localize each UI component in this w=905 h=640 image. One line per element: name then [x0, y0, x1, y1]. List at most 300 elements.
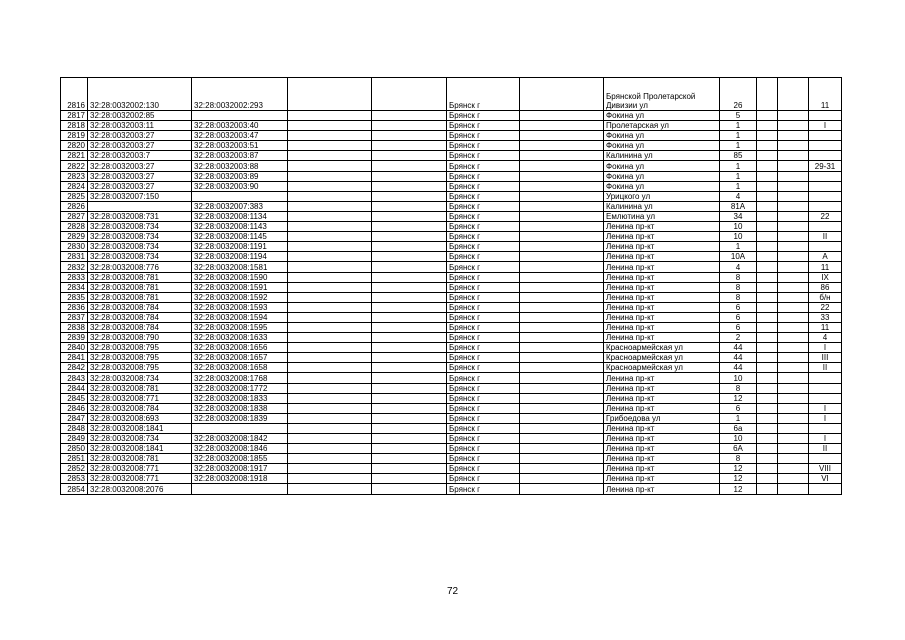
city-cell: Брянск г [447, 171, 520, 181]
empty-cell [288, 191, 372, 201]
cadastral-number-2-cell: 32:28:0032008:1658 [192, 363, 288, 373]
row-number-cell: 2824 [61, 181, 88, 191]
table-row [61, 353, 842, 363]
empty-cell [372, 474, 447, 484]
empty-cell [520, 383, 604, 393]
house-number-cell: 34 [720, 211, 757, 221]
cadastral-number-2-cell: 32:28:0032008:1838 [192, 403, 288, 413]
house-number-cell: 6 [720, 403, 757, 413]
empty-cell [372, 302, 447, 312]
empty-cell [288, 272, 372, 282]
empty-cell [372, 292, 447, 302]
street-cell: Ленина пр-кт [604, 464, 720, 474]
cadastral-number-cell: 32:28:0032002:85 [88, 111, 192, 121]
cadastral-number-2-cell: 32:28:0032008:1194 [192, 252, 288, 262]
street-cell: Пролетарская ул [604, 121, 720, 131]
cadastral-number-cell: 32:28:0032003:27 [88, 141, 192, 151]
house-number-cell: 8 [720, 383, 757, 393]
empty-cell [520, 312, 604, 322]
street-cell: Брянской Пролетарской Дивизии ул [604, 78, 720, 111]
row-number-cell: 2836 [61, 302, 88, 312]
cadastral-number-2-cell: 32:28:0032008:1191 [192, 242, 288, 252]
street-cell: Ленина пр-кт [604, 434, 720, 444]
premises-number-cell [809, 131, 842, 141]
empty-cell [288, 181, 372, 191]
city-cell: Брянск г [447, 322, 520, 332]
street-cell: Ленина пр-кт [604, 373, 720, 383]
house-number-cell: 6 [720, 322, 757, 332]
empty-cell [520, 272, 604, 282]
city-cell: Брянск г [447, 111, 520, 121]
empty-cell [778, 181, 809, 191]
empty-cell [372, 242, 447, 252]
table-row [61, 343, 842, 353]
row-number-cell: 2817 [61, 111, 88, 121]
row-number-cell: 2845 [61, 393, 88, 403]
empty-cell [757, 141, 778, 151]
table-row [61, 211, 842, 221]
empty-cell [757, 322, 778, 332]
empty-cell [520, 171, 604, 181]
empty-cell [757, 282, 778, 292]
table-row [61, 484, 842, 494]
house-number-cell: 44 [720, 363, 757, 373]
row-number-cell: 2832 [61, 262, 88, 272]
cadastral-number-cell: 32:28:0032008:781 [88, 454, 192, 464]
empty-cell [520, 322, 604, 332]
premises-number-cell: I [809, 413, 842, 423]
empty-cell [778, 343, 809, 353]
empty-cell [778, 444, 809, 454]
empty-cell [288, 363, 372, 373]
house-number-cell: 10А [720, 252, 757, 262]
table-row [61, 413, 842, 423]
city-cell: Брянск г [447, 141, 520, 151]
cadastral-number-cell: 32:28:0032008:734 [88, 373, 192, 383]
empty-cell [520, 484, 604, 494]
empty-cell [778, 474, 809, 484]
row-number-cell: 2843 [61, 373, 88, 383]
premises-number-cell: 11 [809, 262, 842, 272]
cadastral-number-2-cell: 32:28:0032008:1656 [192, 343, 288, 353]
street-cell: Фокина ул [604, 161, 720, 171]
empty-cell [757, 373, 778, 383]
row-number-cell: 2846 [61, 403, 88, 413]
table-row [61, 191, 842, 201]
empty-cell [520, 161, 604, 171]
empty-cell [372, 222, 447, 232]
empty-cell [778, 191, 809, 201]
empty-cell [288, 242, 372, 252]
premises-number-cell [809, 484, 842, 494]
empty-cell [520, 191, 604, 201]
house-number-cell: 10 [720, 373, 757, 383]
empty-cell [288, 222, 372, 232]
table-row [61, 78, 842, 111]
empty-cell [520, 343, 604, 353]
empty-cell [372, 141, 447, 151]
cadastral-number-cell: 32:28:0032008:781 [88, 292, 192, 302]
city-cell: Брянск г [447, 474, 520, 484]
premises-number-cell [809, 423, 842, 433]
empty-cell [288, 353, 372, 363]
premises-number-cell [809, 191, 842, 201]
city-cell: Брянск г [447, 161, 520, 171]
empty-cell [288, 454, 372, 464]
street-cell: Фокина ул [604, 111, 720, 121]
empty-cell [372, 413, 447, 423]
cadastral-number-2-cell: 32:28:0032008:1134 [192, 211, 288, 221]
house-number-cell: 44 [720, 343, 757, 353]
premises-number-cell: I [809, 121, 842, 131]
city-cell: Брянск г [447, 312, 520, 322]
empty-cell [372, 373, 447, 383]
street-cell: Ленина пр-кт [604, 393, 720, 403]
empty-cell [372, 333, 447, 343]
cadastral-number-cell: 32:28:0032008:784 [88, 312, 192, 322]
cadastral-number-cell: 32:28:0032003:27 [88, 161, 192, 171]
row-number-cell: 2852 [61, 464, 88, 474]
empty-cell [520, 373, 604, 383]
empty-cell [520, 292, 604, 302]
cadastral-number-2-cell: 32:28:0032007:383 [192, 201, 288, 211]
empty-cell [288, 111, 372, 121]
house-number-cell: 26 [720, 78, 757, 111]
cadastral-number-2-cell [192, 111, 288, 121]
empty-cell [372, 363, 447, 373]
empty-cell [757, 151, 778, 161]
cadastral-number-cell: 32:28:0032008:795 [88, 353, 192, 363]
cadastral-number-cell: 32:28:0032008:731 [88, 211, 192, 221]
empty-cell [288, 403, 372, 413]
empty-cell [372, 423, 447, 433]
empty-cell [520, 363, 604, 373]
empty-cell [372, 272, 447, 282]
empty-cell [520, 131, 604, 141]
empty-cell [757, 434, 778, 444]
empty-cell [520, 252, 604, 262]
street-cell: Урицкого ул [604, 191, 720, 201]
cadastral-number-2-cell: 32:28:0032008:1839 [192, 413, 288, 423]
empty-cell [372, 232, 447, 242]
empty-cell [372, 434, 447, 444]
empty-cell [778, 383, 809, 393]
cadastral-number-2-cell: 32:28:0032008:1772 [192, 383, 288, 393]
house-number-cell: 6А [720, 444, 757, 454]
street-cell: Ленина пр-кт [604, 454, 720, 464]
cadastral-number-cell: 32:28:0032008:776 [88, 262, 192, 272]
table-row [61, 161, 842, 171]
empty-cell [520, 423, 604, 433]
premises-number-cell: III [809, 353, 842, 363]
empty-cell [757, 201, 778, 211]
row-number-cell: 2851 [61, 454, 88, 464]
city-cell: Брянск г [447, 201, 520, 211]
empty-cell [778, 131, 809, 141]
row-number-cell: 2831 [61, 252, 88, 262]
empty-cell [520, 78, 604, 111]
street-cell: Ленина пр-кт [604, 474, 720, 484]
empty-cell [778, 363, 809, 373]
cadastral-number-2-cell: 32:28:0032003:90 [192, 181, 288, 191]
empty-cell [757, 363, 778, 373]
empty-cell [757, 232, 778, 242]
street-cell: Ленина пр-кт [604, 272, 720, 282]
empty-cell [757, 312, 778, 322]
empty-cell [372, 444, 447, 454]
premises-number-cell [809, 373, 842, 383]
empty-cell [778, 151, 809, 161]
empty-cell [372, 262, 447, 272]
city-cell: Брянск г [447, 131, 520, 141]
empty-cell [757, 474, 778, 484]
street-cell: Ленина пр-кт [604, 484, 720, 494]
street-cell: Фокина ул [604, 171, 720, 181]
cadastral-number-cell: 32:28:0032008:784 [88, 302, 192, 312]
city-cell: Брянск г [447, 302, 520, 312]
cadastral-number-cell: 32:28:0032008:781 [88, 383, 192, 393]
street-cell: Ленина пр-кт [604, 282, 720, 292]
table-row [61, 464, 842, 474]
city-cell: Брянск г [447, 434, 520, 444]
street-cell: Ленина пр-кт [604, 333, 720, 343]
empty-cell [757, 222, 778, 232]
city-cell: Брянск г [447, 444, 520, 454]
empty-cell [778, 282, 809, 292]
cadastral-number-2-cell: 32:28:0032003:40 [192, 121, 288, 131]
city-cell: Брянск г [447, 353, 520, 363]
empty-cell [520, 232, 604, 242]
city-cell: Брянск г [447, 232, 520, 242]
row-number-cell: 2853 [61, 474, 88, 484]
table-row [61, 322, 842, 332]
street-cell: Ленина пр-кт [604, 242, 720, 252]
empty-cell [757, 393, 778, 403]
empty-cell [520, 333, 604, 343]
city-cell: Брянск г [447, 403, 520, 413]
empty-cell [778, 302, 809, 312]
street-cell: Ленина пр-кт [604, 403, 720, 413]
cadastral-number-2-cell: 32:28:0032008:1143 [192, 222, 288, 232]
empty-cell [372, 161, 447, 171]
cadastral-number-2-cell: 32:28:0032002:293 [192, 78, 288, 111]
empty-cell [520, 222, 604, 232]
premises-number-cell: 11 [809, 322, 842, 332]
cadastral-number-2-cell: 32:28:0032008:1633 [192, 333, 288, 343]
empty-cell [778, 464, 809, 474]
cadastral-number-cell: 32:28:0032008:771 [88, 393, 192, 403]
cadastral-number-cell: 32:28:0032008:734 [88, 434, 192, 444]
empty-cell [372, 383, 447, 393]
empty-cell [372, 181, 447, 191]
row-number-cell: 2816 [61, 78, 88, 111]
empty-cell [757, 353, 778, 363]
premises-number-cell [809, 111, 842, 121]
cadastral-number-2-cell: 32:28:0032003:51 [192, 141, 288, 151]
empty-cell [778, 484, 809, 494]
cadastral-number-cell: 32:28:0032008:734 [88, 242, 192, 252]
empty-cell [778, 141, 809, 151]
house-number-cell: 8 [720, 282, 757, 292]
city-cell: Брянск г [447, 363, 520, 373]
row-number-cell: 2826 [61, 201, 88, 211]
empty-cell [757, 211, 778, 221]
empty-cell [288, 484, 372, 494]
empty-cell [757, 423, 778, 433]
table-row [61, 403, 842, 413]
empty-cell [288, 343, 372, 353]
empty-cell [778, 201, 809, 211]
row-number-cell: 2829 [61, 232, 88, 242]
empty-cell [778, 78, 809, 111]
empty-cell [757, 242, 778, 252]
cadastral-number-cell: 32:28:0032008:2076 [88, 484, 192, 494]
empty-cell [372, 312, 447, 322]
house-number-cell: 8 [720, 272, 757, 282]
empty-cell [372, 78, 447, 111]
table-row [61, 272, 842, 282]
empty-cell [757, 302, 778, 312]
premises-number-cell: 33 [809, 312, 842, 322]
city-cell: Брянск г [447, 373, 520, 383]
empty-cell [757, 272, 778, 282]
cadastral-number-cell: 32:28:0032008:795 [88, 363, 192, 373]
table-row [61, 363, 842, 373]
premises-number-cell [809, 151, 842, 161]
registry-table [60, 77, 842, 495]
city-cell: Брянск г [447, 423, 520, 433]
empty-cell [520, 413, 604, 423]
premises-number-cell [809, 201, 842, 211]
city-cell: Брянск г [447, 191, 520, 201]
cadastral-number-2-cell: 32:28:0032008:1593 [192, 302, 288, 312]
row-number-cell: 2840 [61, 343, 88, 353]
street-cell: Фокина ул [604, 131, 720, 141]
empty-cell [778, 393, 809, 403]
empty-cell [520, 262, 604, 272]
cadastral-number-cell: 32:28:0032008:781 [88, 272, 192, 282]
empty-cell [778, 413, 809, 423]
empty-cell [778, 454, 809, 464]
empty-cell [520, 353, 604, 363]
row-number-cell: 2825 [61, 191, 88, 201]
cadastral-number-cell: 32:28:0032007:150 [88, 191, 192, 201]
cadastral-number-2-cell [192, 484, 288, 494]
house-number-cell: 1 [720, 121, 757, 131]
empty-cell [778, 333, 809, 343]
house-number-cell: 8 [720, 292, 757, 302]
cadastral-number-cell: 32:28:0032008:790 [88, 333, 192, 343]
table-row [61, 423, 842, 433]
empty-cell [778, 434, 809, 444]
city-cell: Брянск г [447, 484, 520, 494]
house-number-cell: 12 [720, 474, 757, 484]
empty-cell [778, 111, 809, 121]
street-cell: Красноармейская ул [604, 363, 720, 373]
cadastral-number-cell: 32:28:0032002:130 [88, 78, 192, 111]
row-number-cell: 2822 [61, 161, 88, 171]
empty-cell [778, 242, 809, 252]
empty-cell [520, 434, 604, 444]
cadastral-number-cell: 32:28:0032008:771 [88, 464, 192, 474]
table-row [61, 121, 842, 131]
empty-cell [520, 282, 604, 292]
empty-cell [288, 282, 372, 292]
house-number-cell: 81А [720, 201, 757, 211]
empty-cell [520, 444, 604, 454]
house-number-cell: 85 [720, 151, 757, 161]
empty-cell [778, 322, 809, 332]
house-number-cell: 1 [720, 131, 757, 141]
house-number-cell: 4 [720, 191, 757, 201]
page-number: 72 [446, 586, 459, 597]
premises-number-cell: 4 [809, 333, 842, 343]
cadastral-number-2-cell: 32:28:0032008:1145 [192, 232, 288, 242]
empty-cell [520, 464, 604, 474]
row-number-cell: 2835 [61, 292, 88, 302]
cadastral-number-2-cell: 32:28:0032003:47 [192, 131, 288, 141]
table-row [61, 141, 842, 151]
empty-cell [520, 242, 604, 252]
row-number-cell: 2844 [61, 383, 88, 393]
city-cell: Брянск г [447, 383, 520, 393]
empty-cell [757, 383, 778, 393]
premises-number-cell [809, 171, 842, 181]
street-cell: Ленина пр-кт [604, 252, 720, 262]
premises-number-cell: II [809, 363, 842, 373]
table-row [61, 262, 842, 272]
empty-cell [520, 454, 604, 464]
table-row [61, 393, 842, 403]
street-cell: Фокина ул [604, 141, 720, 151]
city-cell: Брянск г [447, 181, 520, 191]
street-cell: Ленина пр-кт [604, 444, 720, 454]
street-cell: Ленина пр-кт [604, 322, 720, 332]
table-row [61, 151, 842, 161]
empty-cell [372, 171, 447, 181]
empty-cell [778, 171, 809, 181]
empty-cell [520, 302, 604, 312]
premises-number-cell [809, 242, 842, 252]
street-cell: Красноармейская ул [604, 353, 720, 363]
empty-cell [757, 403, 778, 413]
empty-cell [778, 121, 809, 131]
table-row [61, 302, 842, 312]
house-number-cell: 10 [720, 434, 757, 444]
empty-cell [778, 211, 809, 221]
empty-cell [288, 474, 372, 484]
cadastral-number-2-cell: 32:28:0032008:1917 [192, 464, 288, 474]
empty-cell [372, 343, 447, 353]
empty-cell [757, 111, 778, 121]
street-cell: Емлютина ул [604, 211, 720, 221]
cadastral-number-2-cell: 32:28:0032008:1595 [192, 322, 288, 332]
empty-cell [372, 211, 447, 221]
cadastral-number-cell: 32:28:0032008:734 [88, 222, 192, 232]
city-cell: Брянск г [447, 343, 520, 353]
premises-number-cell [809, 141, 842, 151]
empty-cell [288, 171, 372, 181]
empty-cell [757, 78, 778, 111]
street-cell: Ленина пр-кт [604, 312, 720, 322]
cadastral-number-2-cell: 32:28:0032008:1590 [192, 272, 288, 282]
cadastral-number-2-cell: 32:28:0032008:1591 [192, 282, 288, 292]
cadastral-number-cell: 32:28:0032008:1841 [88, 423, 192, 433]
empty-cell [757, 333, 778, 343]
empty-cell [288, 312, 372, 322]
premises-number-cell [809, 181, 842, 191]
table-row [61, 171, 842, 181]
